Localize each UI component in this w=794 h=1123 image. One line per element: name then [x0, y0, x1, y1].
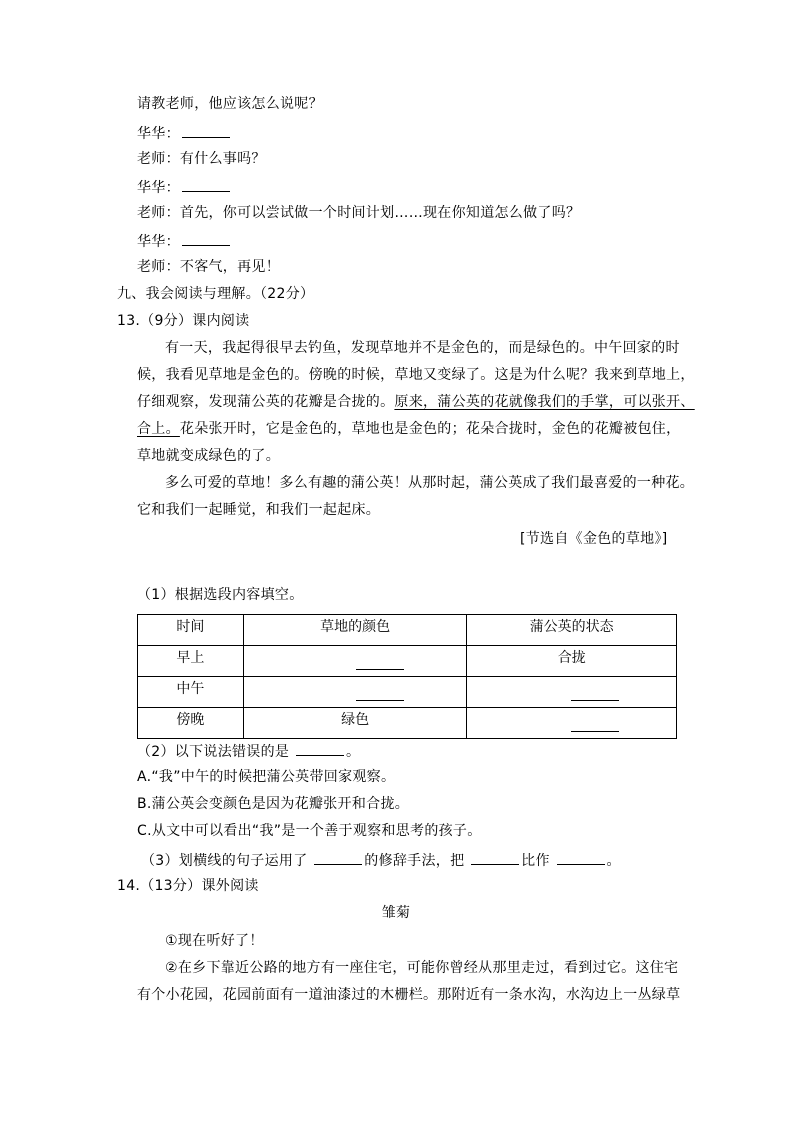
speech: 不客气，再见！	[179, 259, 281, 275]
answer-blank[interactable]	[296, 741, 344, 756]
dialogue-line	[137, 123, 232, 143]
prompt-text: 比作	[521, 853, 550, 869]
speaker: 老师：	[137, 205, 180, 221]
speech: 首先，你可以尝试做一个时间计划……现在你知道怎么做了吗？	[179, 205, 581, 221]
speech: 有什么事吗？	[179, 151, 266, 167]
answer-blank[interactable]	[356, 669, 404, 670]
header-cell: 草地的颜色	[243, 615, 467, 646]
fill-in-table	[137, 614, 677, 739]
article-title: 雏菊	[381, 905, 411, 921]
answer-blank[interactable]	[471, 850, 519, 865]
question-13-title: 13.（9分）课内阅读	[117, 313, 250, 329]
speaker: 华华：	[137, 180, 180, 196]
option-b: B.蒲公英会变颜色是因为花瓣张开和合拢。	[137, 796, 410, 812]
dialogue-line	[137, 204, 580, 222]
dialogue-intro: 请教老师，他应该怎么说呢？	[137, 96, 323, 112]
answer-blank[interactable]	[182, 123, 230, 138]
passage-line: 有一天，我起得很早去钓鱼，发现草地并不是金色的，而是绿色的。中午回家的时	[165, 340, 680, 356]
sub-question-2	[137, 741, 360, 761]
table-row	[138, 708, 677, 739]
dandelion-state-cell[interactable]	[467, 708, 677, 739]
answer-blank[interactable]	[182, 231, 230, 246]
passage-line	[137, 393, 695, 411]
answer-blank[interactable]	[571, 731, 619, 732]
answer-blank[interactable]	[571, 700, 619, 701]
underlined-sentence: 原来，蒲公英的花就像我们的手掌，可以张开、	[394, 394, 695, 410]
time-cell: 中午	[138, 677, 244, 708]
prompt-text: （3）划横线的句子运用了	[141, 853, 308, 869]
passage-line: 它和我们一起睡觉，和我们一起起床。	[137, 502, 381, 518]
table-header-row	[138, 615, 677, 646]
table-row	[138, 646, 677, 677]
dialogue-line	[137, 150, 266, 168]
dialogue-line	[137, 231, 232, 251]
passage-line: 草地就变成绿色的了。	[137, 448, 280, 464]
passage-line: 多么可爱的草地！多么有趣的蒲公英！从那时起，蒲公英成了我们最喜爱的一种花。	[165, 475, 695, 491]
speaker: 华华：	[137, 126, 180, 142]
answer-blank[interactable]	[356, 700, 404, 701]
grass-color-cell: 绿色	[243, 708, 467, 739]
speaker: 华华：	[137, 234, 180, 250]
article-paragraph: ①现在听好了！	[165, 933, 264, 949]
section-heading: 九、我会阅读与理解。（22分）	[117, 286, 315, 302]
answer-blank[interactable]	[182, 177, 230, 192]
option-c: C.从文中可以看出“我”是一个善于观察和思考的孩子。	[137, 823, 482, 839]
passage-text: 仔细观察，发现蒲公英的花瓣是合拢的。	[137, 394, 395, 410]
grass-color-cell[interactable]	[243, 646, 467, 677]
dialogue-line	[137, 177, 232, 197]
passage-line	[137, 420, 680, 438]
speaker: 老师：	[137, 151, 180, 167]
option-a: A.“我”中午的时候把蒲公英带回家观察。	[137, 769, 396, 785]
passage-source: [节选自《金色的草地》]	[520, 531, 668, 547]
passage-text: 花朵张开时，它是金色的，草地也是金色的；花朵合拢时，金色的花瓣被包住，	[179, 421, 681, 437]
underlined-sentence: 合上。	[137, 421, 180, 437]
time-cell: 傍晚	[138, 708, 244, 739]
punctuation: 。	[606, 853, 621, 869]
passage-line: 候，我看见草地是金色的。傍晚的时候，草地又变绿了。这是为什么呢？我来到草地上，	[137, 367, 695, 383]
dialogue-line	[137, 258, 280, 276]
prompt-text: （2）以下说法错误的是	[137, 744, 290, 760]
speaker: 老师：	[137, 259, 180, 275]
article-paragraph: ②在乡下靠近公路的地方有一座住宅，可能你曾经从那里走过，看到过它。这住宅	[165, 960, 679, 976]
answer-blank[interactable]	[557, 850, 605, 865]
grass-color-cell[interactable]	[243, 677, 467, 708]
time-cell: 早上	[138, 646, 244, 677]
punctuation: 。	[345, 744, 361, 760]
dandelion-state-cell: 合拢	[467, 646, 677, 677]
sub-question-1: （1）根据选段内容填空。	[137, 587, 304, 603]
header-cell: 蒲公英的状态	[467, 615, 677, 646]
header-cell: 时间	[138, 615, 244, 646]
article-paragraph: 有个小花园，花园前面有一道油漆过的木栅栏。那附近有一条水沟，水沟边上一丛绿草	[137, 987, 681, 1003]
sub-question-3	[141, 850, 621, 870]
prompt-text: 的修辞手法，把	[364, 853, 465, 869]
question-14-title: 14.（13分）课外阅读	[117, 878, 259, 894]
answer-blank[interactable]	[314, 850, 362, 865]
table-row	[138, 677, 677, 708]
dandelion-state-cell[interactable]	[467, 677, 677, 708]
